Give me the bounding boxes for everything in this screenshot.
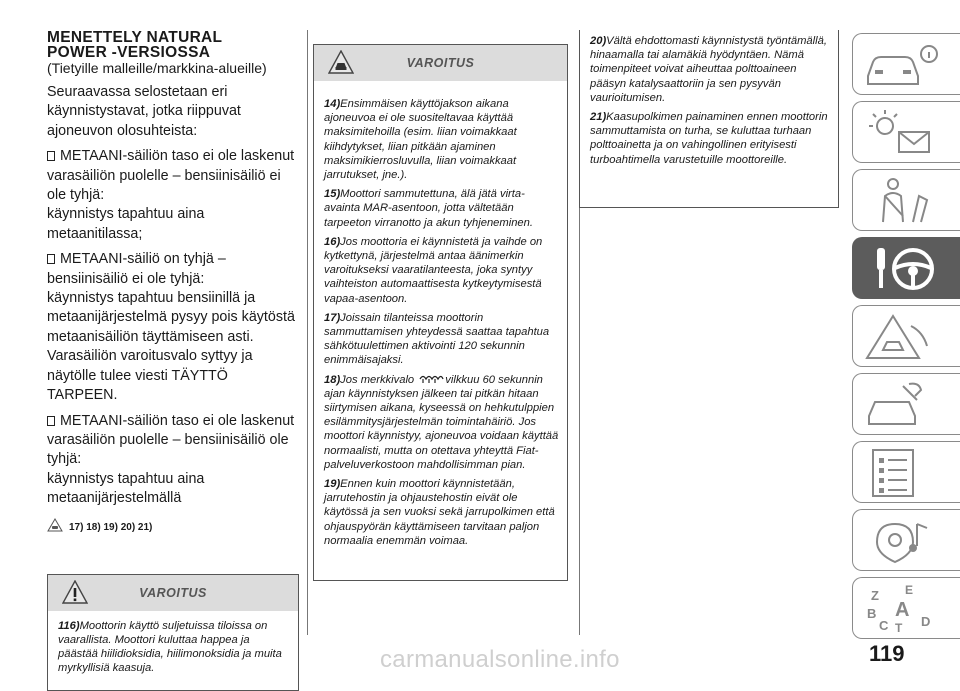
- warning-box-20-21: [579, 30, 839, 208]
- warning-item: 18)Jos merkkivalo vilkkuu 60 sekunnin ajan käynnistyksen jälkeen tai pitkän hitaan siirtymisen aikana, kyseessä on hehkutulppien esilämmitysjärjestelmän toimintahäiriö. Jos moottori käynnistyy, ajoneuvoa voidaan käyttää normaalisti, mutta on otettava yhteyttä Fiat-palveluverkostoon mahdollisimman pian.: [324, 373, 559, 471]
- case-1-result: käynnistys tapahtuu aina metaanitilassa;: [47, 206, 205, 242]
- page-number: 119: [869, 641, 905, 666]
- car-info-icon: [863, 40, 943, 90]
- warning-title: VAROITUS: [406, 56, 475, 70]
- case-3-result: käynnistys tapahtuu aina metaanijärjestelmällä: [47, 470, 205, 507]
- bullet-square-icon: [47, 151, 55, 161]
- warning-lights-icon: [863, 108, 943, 158]
- middle-column: [313, 44, 568, 581]
- svg-text:T: T: [895, 621, 903, 634]
- warning-header: [48, 575, 298, 611]
- warning-item: 20)Vältä ehdottomasti käynnistystä työntämällä, hinaamalla tai alamäkiä hyödyntäen. Nämä toimenpiteet voivat aiheuttaa polttoaineen pääsyn katalysaattoriin ja sen pysyvän vaurioitumisen.: [590, 35, 827, 104]
- case-3: METAANI-säiliön taso ei ole laskenut varasäiliön puolelle – bensiinisäiliö ole tyhjä:: [47, 412, 295, 468]
- tab-technical-data[interactable]: [852, 441, 960, 503]
- watermark: carmanualsonline.info: [380, 646, 620, 673]
- tab-maintenance[interactable]: [852, 373, 960, 435]
- right-column: [579, 30, 839, 208]
- multimedia-icon: [863, 516, 943, 566]
- warning-item: 16)Jos moottoria ei käynnistetä ja vaihde on kytkettynä, järjestelmä antaa äänimerkin varoitukseksi vaaratilanteesta, joka syntyy vaihteiston automaattisesta kytkeytymisestä vapaa-asentoon.: [324, 235, 543, 305]
- column-divider: [307, 30, 308, 635]
- section-heading: MENETTELY NATURAL POWER -VERSIOSSA: [47, 29, 223, 61]
- left-column: [47, 0, 299, 691]
- warning-item: 17)Joissain tilanteissa moottorin sammuttamisen yhteydessä saattaa tapahtua sähkötuulettimen aktivointi 120 sekunnin enimmäisajaksi.: [324, 311, 550, 367]
- warning-item: 15)Moottori sammutettuna, älä jätä virta-avainta MAR-asentoon, jotta vältetään tarpeeton virranotto ja akun tyhjeneminen.: [324, 188, 533, 229]
- svg-text:B: B: [867, 606, 877, 621]
- warning-body: [580, 30, 838, 182]
- alphabetical-index-icon: [863, 584, 943, 634]
- glow-plug-icon: [418, 373, 444, 383]
- tab-warning-lights[interactable]: [852, 101, 960, 163]
- warning-item: 21)Kaasupolkimen painaminen ennen moottorin sammuttamista on turha, se kuluttaa turhaan polttoainetta ja on vahingollinen erityisesti turboahtimella varustetuille moottoreille.: [590, 111, 828, 166]
- warning-box-116: [47, 574, 299, 691]
- warning-body: [314, 81, 567, 563]
- key-steering-wheel-icon: [863, 244, 943, 294]
- svg-text:E: E: [905, 584, 914, 597]
- tab-index[interactable]: [852, 577, 960, 639]
- svg-text:Z: Z: [871, 588, 879, 603]
- warning-title: VAROITUS: [139, 585, 207, 600]
- case-2-result: käynnistys tapahtuu bensiinillä ja metaanijärjestelmä pysyy pois käytöstä metaanisäiliön täyttämiseen asti. Varasäiliön varoitusvalo syttyy ja näytölle tulee viesti TÄYTTÖ TARPEEN.: [47, 290, 295, 404]
- warning-item: 19)Ennen kuin moottori käynnistetään, jarrutehostin ja ohjaustehostin eivät ole käytössä ja sen vuoksi sekä jarrupolkimen että ohjauspyörän käyttämiseen tarvitaan paljon normaalia enemmän voimaa.: [324, 478, 555, 547]
- seatbelt-safety-icon: [863, 176, 943, 226]
- maintenance-car-icon: [863, 380, 943, 430]
- caution-car-icon: [47, 517, 63, 533]
- warning-body: [48, 611, 298, 691]
- warning-references: 17) 18) 19) 20) 21): [47, 517, 299, 533]
- bullet-square-icon: [47, 416, 55, 426]
- bullet-square-icon: [47, 254, 55, 264]
- breakdown-triangle-icon: [863, 312, 943, 362]
- technical-data-icon: [863, 448, 943, 498]
- tab-car-info[interactable]: [852, 33, 960, 95]
- warning-header: [314, 45, 567, 81]
- svg-text:C: C: [879, 618, 889, 633]
- section-subheading: (Tietyille malleille/markkina-alueille): [47, 60, 267, 76]
- warning-item: 14)Ensimmäisen käyttöjakson aikana ajoneuvoa ei ole suositeltavaa käyttää maksimitehoilla (esim. liian voimakkaat kiihdytykset, liian pitkään ajaminen maksimikierrosluvulla, liian voimakkaat jarrutukset, jne.).: [324, 98, 517, 182]
- case-1: METAANI-säiliön taso ei ole laskenut varasäiliön puolelle – bensiinisäiliö ei ole tyhjä:: [47, 148, 295, 204]
- tab-multimedia[interactable]: [852, 509, 960, 571]
- warning-box-14-19: [313, 44, 568, 581]
- tab-safety[interactable]: [852, 169, 960, 231]
- case-2: METAANI-säiliö on tyhjä – bensiinisäiliö ei ole tyhjä:: [47, 251, 226, 287]
- tab-emergency[interactable]: [852, 305, 960, 367]
- svg-text:D: D: [921, 614, 931, 629]
- svg-text:A: A: [895, 599, 910, 621]
- tab-starting-driving[interactable]: [852, 237, 960, 299]
- intro-text: Seuraavassa selostetaan eri käynnistystavat, jotka riippuvat ajoneuvon olosuhteista:: [47, 84, 241, 139]
- warning-item: 116)Moottorin käyttö suljetuissa tiloissa on vaarallista. Moottori kuluttaa happea ja päästää hiilidioksidia, hiilimonoksidia ja muita myrkyllisiä kaasuja.: [58, 619, 282, 675]
